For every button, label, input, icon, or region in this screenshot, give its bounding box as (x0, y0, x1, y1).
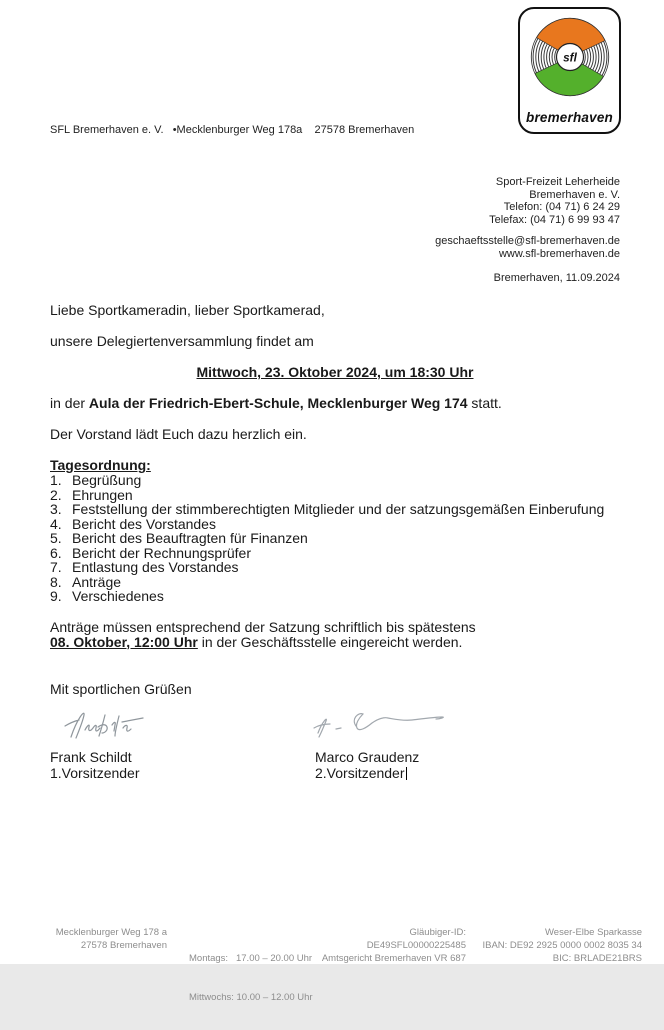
footer-bic: BIC: BRLADE21BRS (552, 953, 642, 964)
footer-address-line2: 27578 Bremerhaven (80, 940, 167, 951)
signer-1-role: 1.Vorsitzender (50, 764, 140, 781)
footer-address-line1: Mecklenburger Weg 178 a (55, 927, 167, 938)
location-bold: Aula der Friedrich-Ebert-Schule, Mecklenburger Weg 174 (88, 395, 468, 411)
contact-website: www.sfl-bremerhaven.de (498, 247, 620, 260)
event-datetime-line (50, 365, 620, 380)
motions-paragraph (50, 620, 620, 650)
invitation-line: Der Vorstand lädt Euch dazu herzlich ein. (50, 426, 307, 442)
location-suffix: statt. (467, 395, 502, 411)
letter-body (50, 303, 620, 789)
logo-sfl-text: sfl (562, 51, 577, 65)
footer-address (52, 926, 167, 952)
agenda-item: 2. Ehrungen (50, 486, 133, 503)
signature-marco-graudenz-icon (308, 707, 453, 747)
footer-creditor-id: Gläubiger-ID: DE49SFL00000225485 (366, 927, 466, 951)
letter-dateline: Bremerhaven, 11.09.2024 (493, 272, 620, 284)
contact-fax: Telefax: (04 71) 6 99 93 47 (489, 213, 620, 226)
event-datetime: Mittwoch, 23. Oktober 2024, um 18:30 Uhr (196, 364, 474, 380)
footer-hours-line2: Mittwochs: 10.00 – 12.00 Uhr (189, 992, 313, 1003)
contact-org-line2: Bremerhaven e. V. (529, 188, 620, 201)
contact-online (435, 235, 620, 260)
signer-2-role-line (315, 765, 419, 781)
signature-row (50, 705, 620, 749)
agenda-item: 7. Entlastung des Vorstandes (50, 559, 239, 575)
agenda-title: Tagesordnung: (50, 457, 151, 473)
location-prefix: in der (50, 395, 89, 411)
contact-block (435, 176, 620, 285)
agenda-item: 8. Anträge (50, 573, 122, 590)
contact-org-line1: Sport-Freizeit Leherheide (495, 176, 620, 188)
agenda-item: 6. Bericht der Rechnungsprüfer (50, 544, 251, 561)
contact-phone: Telefon: (04 71) 6 24 29 (503, 201, 620, 213)
signature-frank-schildt-icon (55, 705, 175, 745)
motions-deadline: 08. Oktober, 12:00 Uhr (50, 633, 198, 650)
footer-bank-details (478, 926, 642, 965)
agenda-list (50, 473, 620, 604)
footer-court-registry: Amtsgericht Bremerhaven VR 687 (321, 953, 466, 964)
motions-line2-rest: in der Geschäftsstelle eingereicht werden. (197, 633, 463, 650)
closing-line: Mit sportlichen Grüßen (50, 680, 192, 697)
sfl-club-logo (518, 7, 621, 134)
signer-1-name: Frank Schildt (50, 748, 132, 765)
signer-1 (50, 749, 140, 781)
contact-org-phone (435, 176, 620, 226)
agenda-item: 4. Bericht des Vorstandes (50, 515, 216, 532)
location-line (50, 396, 620, 411)
intro-line: unsere Delegiertenversammlung findet am (50, 333, 314, 349)
footer-iban: IBAN: DE92 2925 0000 0002 8035 34 (482, 940, 642, 951)
footer-registry (316, 926, 466, 965)
greeting-line: Liebe Sportkameradin, lieber Sportkamerad, (50, 302, 325, 318)
footer-office-hours (189, 926, 313, 1030)
motions-line1: Anträge müssen entsprechend der Satzung schriftlich bis spätestens (50, 618, 476, 635)
agenda-item: 5. Bericht des Beauftragten für Finanzen (50, 530, 308, 546)
sender-return-address: SFL Bremerhaven e. V. •Mecklenburger Weg 178a 27578 Bremerhaven (50, 124, 415, 136)
signer-2 (315, 749, 419, 781)
swirl-logo-icon (525, 12, 615, 102)
contact-email: geschaeftsstelle@sfl-bremerhaven.de (435, 235, 620, 247)
footer-hours-line1: Montags: 17.00 – 20.00 Uhr (189, 953, 313, 964)
signer-2-name: Marco Graudenz (315, 748, 420, 765)
agenda-item: 9. Verschiedenes (50, 588, 164, 604)
footer-bank-name: Weser-Elbe Sparkasse (545, 927, 642, 938)
text-cursor[interactable] (406, 767, 408, 780)
agenda-item: 1. Begrüßung (50, 472, 142, 488)
signers-names-row (50, 749, 620, 789)
signer-2-role: 2.Vorsitzender (315, 764, 405, 781)
logo-bremerhaven-text: bremerhaven (526, 110, 613, 125)
agenda-item: 3. Feststellung der stimmberechtigten Mitglieder und der satzungsgemäßen Einberufung (50, 501, 605, 517)
